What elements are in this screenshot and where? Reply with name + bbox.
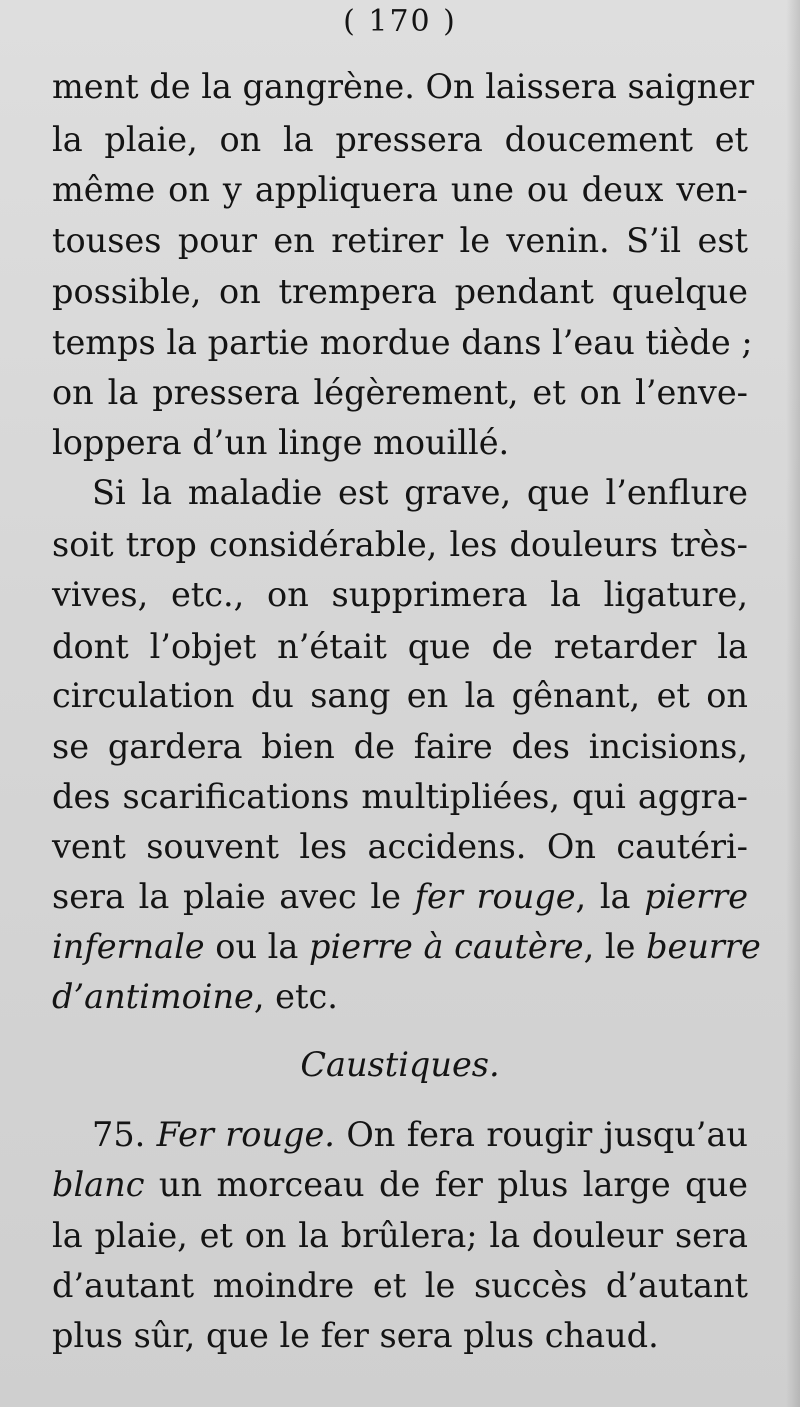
italic-term: infernale	[52, 927, 205, 966]
text-run: sera la plaie avec le	[52, 877, 401, 916]
text-line: d’autant moindre et le succès d’autant	[52, 1266, 748, 1305]
text-line: Si la maladie est grave, que l’enflure	[92, 473, 748, 512]
text-run: , la	[575, 877, 631, 916]
text-line: vives, etc., on supprimera la ligature,	[52, 575, 748, 614]
italic-term: Fer rouge.	[156, 1115, 335, 1154]
paragraph-number: 75.	[92, 1115, 146, 1154]
text-run: On fera rougir jusqu’au	[346, 1115, 749, 1154]
text-line: ment de la gangrène. On laissera saigner	[52, 67, 755, 106]
italic-term: pierre à cautère	[309, 927, 584, 966]
text-line	[92, 1110, 748, 1160]
text-line: la plaie, on la pressera doucement et	[52, 120, 748, 159]
text-line: loppera d’un linge mouillé.	[52, 423, 510, 462]
text-line	[52, 972, 748, 1022]
text-line: des scarifications multipliées, qui aggra-	[52, 777, 748, 816]
text-line: possible, on trempera pendant quelque	[52, 272, 748, 311]
text-line: même on y appliquera une ou deux ven-	[52, 170, 748, 209]
text-line: plus sûr, que le fer sera plus chaud.	[52, 1316, 659, 1355]
section-heading: Caustiques.	[300, 1045, 500, 1084]
text-line	[52, 872, 748, 922]
text-line: on la pressera légèrement, et on l’enve-	[52, 373, 748, 412]
italic-term: d’antimoine	[52, 977, 254, 1016]
italic-term: blanc	[52, 1165, 145, 1204]
text-line: soit trop considérable, les douleurs très-	[52, 525, 748, 564]
text-line: se gardera bien de faire des incisions,	[52, 727, 748, 766]
text-line: temps la partie mordue dans l’eau tiède ;	[52, 323, 753, 362]
text-line: dont l’objet n’était que de retarder la	[52, 627, 748, 666]
italic-term: beurre	[646, 927, 761, 966]
text-line: touses pour en retirer le venin. S’il est	[52, 221, 748, 260]
text-line: circulation du sang en la gênant, et on	[52, 676, 748, 715]
text-line: la plaie, et on la brûlera; la douleur sera	[52, 1216, 748, 1255]
italic-term: pierre	[644, 877, 749, 916]
text-line	[52, 1160, 748, 1210]
text-run: un morceau de fer plus large que	[158, 1165, 748, 1204]
text-run: , etc.	[253, 977, 338, 1016]
text-line: vent souvent les accidens. On cautéri-	[52, 827, 748, 866]
page-number: ( 170 )	[343, 4, 457, 39]
italic-term: fer rouge	[414, 877, 576, 916]
text-run: , le	[583, 927, 636, 966]
text-run: ou la	[215, 927, 299, 966]
text-line	[52, 922, 761, 972]
